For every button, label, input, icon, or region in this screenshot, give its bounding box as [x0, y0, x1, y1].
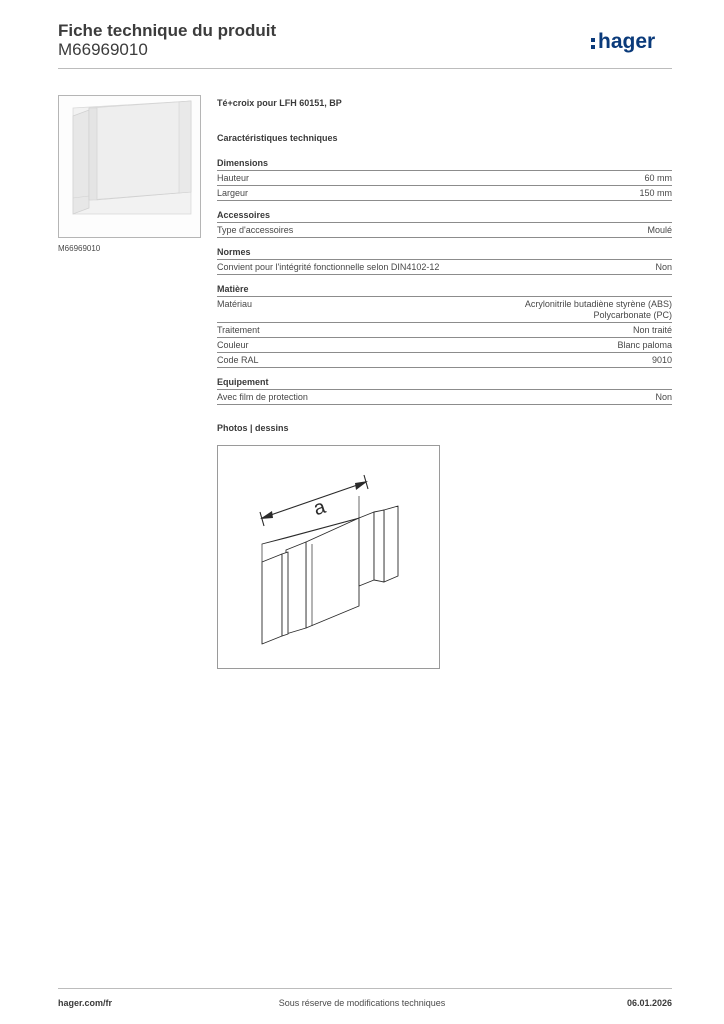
section-dimensions — [217, 158, 672, 201]
spec-value-line: Polycarbonate (PC) — [593, 310, 672, 320]
spec-value: Moulé — [647, 225, 672, 235]
spec-row — [217, 390, 672, 405]
section-accessoires — [217, 210, 672, 238]
spec-label: Traitement — [217, 325, 260, 335]
section-title: Dimensions — [217, 158, 672, 171]
spec-label: Convient pour l'intégrité fonctionnelle selon DIN4102-12 — [217, 262, 440, 272]
spec-label: Largeur — [217, 188, 249, 198]
specs-heading: Caractéristiques techniques — [217, 133, 338, 143]
spec-value: Blanc paloma — [617, 340, 672, 350]
spec-label: Type d'accessoires — [217, 225, 294, 235]
spec-row — [217, 171, 672, 186]
section-title: Equipement — [217, 377, 672, 390]
spec-value: 9010 — [651, 355, 672, 365]
dimension-label: a — [310, 495, 329, 521]
photos-heading: Photos | dessins — [217, 423, 289, 433]
product-code: M66969010 — [58, 40, 148, 59]
spec-value: Non — [655, 392, 672, 402]
section-equipement — [217, 377, 672, 405]
section-title: Accessoires — [217, 210, 672, 223]
spec-row — [217, 338, 672, 353]
spec-row — [217, 223, 672, 238]
spec-label: Code RAL — [217, 355, 259, 365]
product-photo-image — [59, 96, 200, 237]
page-title: Fiche technique du produit — [58, 21, 277, 40]
footer-divider — [58, 988, 672, 989]
logo-text: hager — [598, 30, 656, 53]
footer-notice: Sous réserve de modifications techniques — [278, 998, 446, 1008]
product-name: Té+croix pour LFH 60151, BP — [217, 98, 342, 108]
spec-row — [217, 297, 672, 323]
spec-row — [217, 186, 672, 201]
photo-caption: M66969010 — [58, 244, 101, 253]
spec-row — [217, 260, 672, 275]
spec-value-line: Acrylonitrile butadiène styrène (ABS) — [524, 299, 672, 309]
spec-value: Non — [655, 262, 672, 272]
section-normes — [217, 247, 672, 275]
spec-label: Avec film de protection — [217, 392, 308, 402]
spec-value: Non traité — [632, 325, 672, 335]
technical-drawing-image — [218, 446, 439, 668]
section-title: Normes — [217, 247, 672, 260]
product-photo — [58, 95, 201, 238]
footer-website[interactable]: hager.com/fr — [58, 998, 113, 1008]
header-divider — [58, 68, 672, 69]
technical-drawing — [217, 445, 440, 669]
spec-label: Hauteur — [217, 173, 250, 183]
spec-value: 150 mm — [639, 188, 672, 198]
spec-content — [217, 97, 672, 434]
spec-label: Matériau — [217, 299, 253, 309]
spec-row — [217, 323, 672, 338]
spec-value — [525, 299, 672, 321]
section-matiere — [217, 284, 672, 368]
spec-value: 60 mm — [644, 173, 672, 183]
footer-date: 06.01.2026 — [626, 998, 672, 1008]
spec-row — [217, 353, 672, 368]
spec-label: Couleur — [217, 340, 249, 350]
section-title: Matière — [217, 284, 672, 297]
hager-logo — [589, 26, 677, 58]
